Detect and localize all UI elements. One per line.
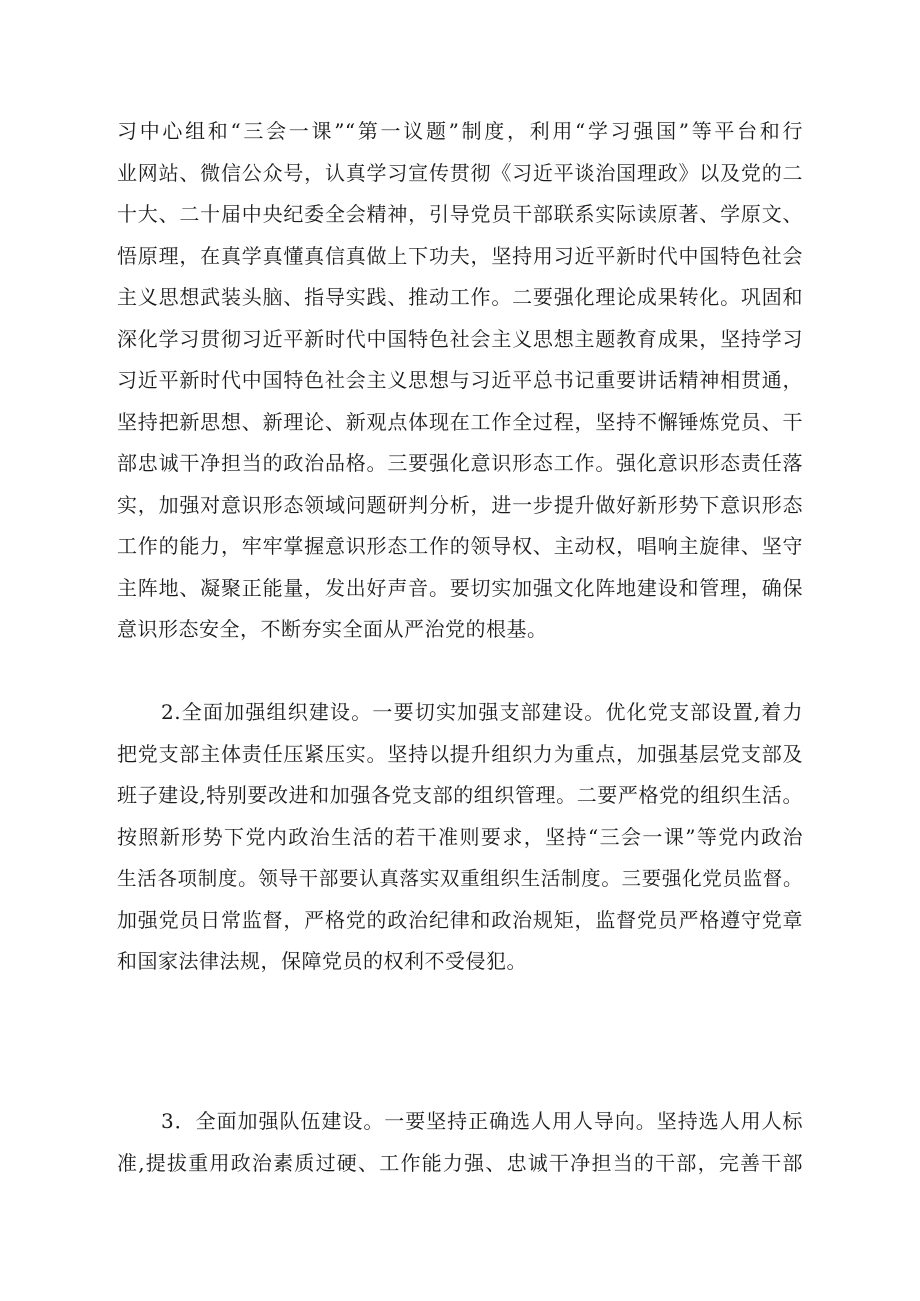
paragraph-line: 习近平新时代中国特色社会主义思想与习近平总书记重要讲话精神相贯通，	[117, 368, 803, 392]
paragraph-line: 和国家法律法规，保障党员的权利不受侵犯。	[117, 949, 527, 973]
paragraph-line: 部忠诚干净担当的政治品格。三要强化意识形态工作。强化意识形态责任落	[117, 451, 803, 475]
paragraph-line: 班子建设,特别要改进和加强各党支部的组织管理。二要严格党的组织生活。	[117, 783, 803, 807]
paragraph-line: 习中心组和“三会一课”“第一议题”制度，利用“学习强国”等平台和行	[117, 119, 803, 143]
paragraph-line: 工作的能力，牢牢掌握意识形态工作的领导权、主动权，唱响主旋律、坚守	[117, 534, 803, 558]
paragraph-organization	[117, 692, 803, 983]
paragraph-line: 加强党员日常监督，严格党的政治纪律和政治规矩，监督党员严格遵守党章	[117, 907, 803, 932]
paragraph-team	[117, 1101, 803, 1184]
paragraph-ideology	[117, 111, 803, 651]
paragraph-line: 主阵地、凝聚正能量，发出好声音。要切实加强文化阵地建设和管理，确保	[117, 575, 803, 600]
paragraph-line: 深化学习贯彻习近平新时代中国特色社会主义思想主题教育成果，坚持学习	[117, 326, 803, 351]
paragraph-line: 把党支部主体责任压紧压实。坚持以提升组织力为重点，加强基层党支部及	[117, 741, 803, 766]
paragraph-line: 业网站、微信公众号，认真学习宣传贯彻《习近平谈治国理政》以及党的二	[117, 160, 803, 185]
paragraph-line: 实，加强对意识形态领域问题研判分析，进一步提升做好新形势下意识形态	[117, 492, 803, 517]
paragraph-line: 按照新形势下党内政治生活的若干准则要求，坚持“三会一课”等党内政治	[117, 824, 803, 849]
paragraph-line: 十大、二十届中央纪委全会精神，引导党员干部联系实际读原著、学原文、	[117, 202, 803, 226]
paragraph-line: 意识形态安全，不断夯实全面从严治党的根基。	[117, 617, 548, 641]
paragraph-line: 3．全面加强队伍建设。一要坚持正确选人用人导向。坚持选人用人标	[161, 1109, 803, 1133]
paragraph-line: 准,提拔重用政治素质过硬、工作能力强、忠诚干净担当的干部，完善干部	[117, 1150, 803, 1175]
paragraph-line: 主义思想武装头脑、指导实践、推动工作。二要强化理论成果转化。巩固和	[117, 285, 803, 309]
paragraph-line: 坚持把新思想、新理论、新观点体现在工作全过程，坚持不懈锤炼党员、干	[117, 409, 803, 434]
paragraph-line: 2.全面加强组织建设。一要切实加强支部建设。优化党支部设置,着力	[161, 700, 803, 724]
paragraph-line: 悟原理，在真学真懂真信真做上下功夫，坚持用习近平新时代中国特色社会	[117, 243, 803, 268]
paragraph-line: 生活各项制度。领导干部要认真落实双重组织生活制度。三要强化党员监督。	[117, 867, 803, 890]
